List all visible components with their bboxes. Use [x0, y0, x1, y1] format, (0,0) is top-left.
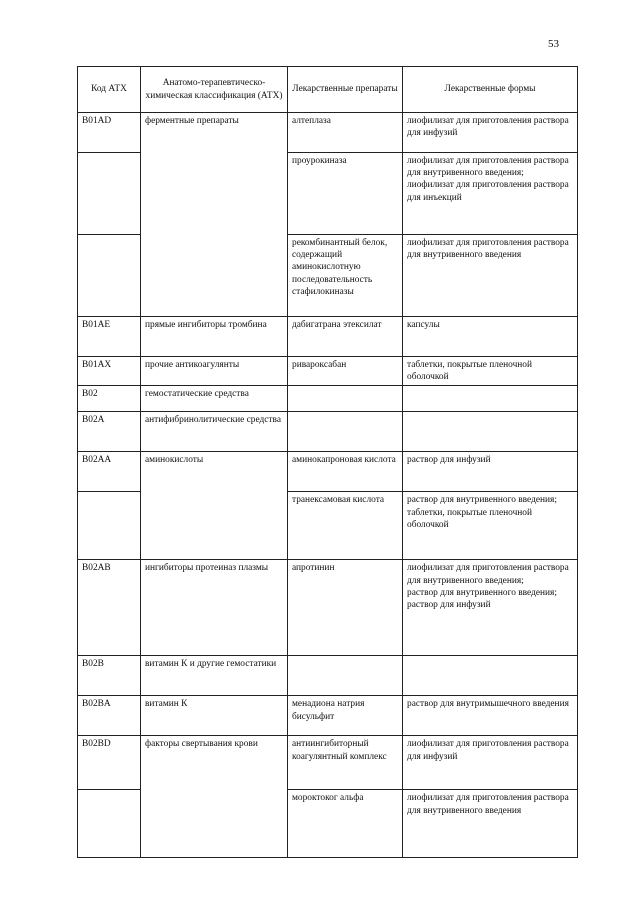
table-row [78, 317, 578, 357]
drug-cell: апротинин [288, 560, 403, 656]
atx-classification-cell: ферментные препараты [141, 113, 288, 317]
atx-classification-cell: антифибринолитические средства [141, 412, 288, 452]
atx-classification-cell: гемостатические средства [141, 386, 288, 412]
dosage-forms-cell [403, 696, 578, 736]
atx-code-cell: B01AE [78, 317, 141, 357]
atx-code-cell: B01AX [78, 357, 141, 386]
atx-code-cell [78, 235, 141, 317]
atx-classification-cell: прочие антикоагулянты [141, 357, 288, 386]
dosage-form-line: раствор для внутримышечного введения [407, 699, 569, 710]
drug-cell [288, 656, 403, 696]
atx-classification-cell: витамин К и другие гемостатики [141, 656, 288, 696]
header-dosage-forms: Лекарственные формы [403, 67, 578, 113]
dosage-forms-cell [403, 736, 578, 790]
drug-cell: мороктоког альфа [288, 790, 403, 858]
drug-cell: ривароксабан [288, 357, 403, 386]
dosage-form-line: раствор для внутривенного введения; [407, 495, 557, 506]
atx-classification-cell: аминокислоты [141, 452, 288, 560]
drug-cell: дабигатрана этексилат [288, 317, 403, 357]
dosage-forms-cell [403, 113, 578, 153]
atx-code-cell: B02BD [78, 736, 141, 790]
dosage-forms-cell [403, 656, 578, 696]
atx-classification-cell: прямые ингибиторы тромбина [141, 317, 288, 357]
table-row [78, 656, 578, 696]
dosage-form-line: лиофилизат для приготовления раствора для внутривенного введения; [407, 156, 569, 179]
header-atx-classification: Анатомо-терапевтическо-химическая классификация (АТХ) [141, 67, 288, 113]
table-row [78, 560, 578, 656]
atx-code-cell [78, 492, 141, 560]
table-row [78, 357, 578, 386]
dosage-forms-cell [403, 560, 578, 656]
drug-cell [288, 386, 403, 412]
atx-classification-cell: факторы свертывания крови [141, 736, 288, 858]
table-row [78, 452, 578, 492]
dosage-forms-cell [403, 412, 578, 452]
dosage-forms-cell [403, 790, 578, 858]
dosage-form-line: раствор для инфузий [407, 600, 491, 611]
dosage-form-line: лиофилизат для приготовления раствора для инфузий [407, 116, 569, 139]
atx-code-cell: B02AA [78, 452, 141, 492]
drug-cell: алтеплаза [288, 113, 403, 153]
atx-code-cell: B02B [78, 656, 141, 696]
dosage-forms-cell [403, 317, 578, 357]
table-header-row [78, 67, 578, 113]
dosage-form-line: лиофилизат для приготовления раствора для внутривенного введения; [407, 563, 569, 586]
table-row [78, 736, 578, 790]
page-number: 53 [548, 38, 559, 50]
atx-code-cell: B02AB [78, 560, 141, 656]
drug-cell: аминокапроновая кислота [288, 452, 403, 492]
drug-cell: транексамовая кислота [288, 492, 403, 560]
drug-cell: рекомбинантный белок, содержащий аминокислотную последовательность стафилокиназы [288, 235, 403, 317]
drug-cell: антиингибиторный коагулянтный комплекс [288, 736, 403, 790]
dosage-form-line: раствор для внутривенного введения; [407, 587, 557, 598]
drug-cell: менадиона натрия бисульфит [288, 696, 403, 736]
dosage-form-line: лиофилизат для приготовления раствора для внутривенного введения [407, 793, 569, 816]
dosage-form-line: раствор для инфузий [407, 455, 491, 466]
atx-code-cell: B02BA [78, 696, 141, 736]
dosage-form-line: капсулы [407, 320, 440, 330]
atx-code-cell [78, 790, 141, 858]
atx-code-cell: B02A [78, 412, 141, 452]
atx-code-cell: B02 [78, 386, 141, 412]
header-atx-code: Код АТХ [78, 67, 141, 113]
dosage-forms-cell [403, 452, 578, 492]
dosage-form-line: таблетки, покрытые пленочной оболочкой [407, 360, 533, 383]
dosage-forms-cell [403, 386, 578, 412]
table-row [78, 386, 578, 412]
table-row [78, 412, 578, 452]
drug-cell [288, 412, 403, 452]
atx-drug-table [77, 66, 578, 858]
table-row [78, 113, 578, 153]
atx-code-cell: B01AD [78, 113, 141, 153]
dosage-form-line: лиофилизат для приготовления раствора для инъекций [407, 180, 569, 203]
dosage-forms-cell [403, 357, 578, 386]
dosage-forms-cell [403, 235, 578, 317]
dosage-form-line: лиофилизат для приготовления раствора для инфузий [407, 739, 569, 762]
atx-classification-cell: витамин К [141, 696, 288, 736]
table-row [78, 696, 578, 736]
dosage-forms-cell [403, 153, 578, 235]
atx-code-cell [78, 153, 141, 235]
dosage-form-line: таблетки, покрытые пленочной оболочкой [407, 507, 533, 530]
drug-cell: проурокиназа [288, 153, 403, 235]
header-drugs: Лекарственные препараты [288, 67, 403, 113]
atx-classification-cell: ингибиторы протеиназ плазмы [141, 560, 288, 656]
dosage-form-line: лиофилизат для приготовления раствора для внутривенного введения [407, 238, 569, 261]
dosage-forms-cell [403, 492, 578, 560]
